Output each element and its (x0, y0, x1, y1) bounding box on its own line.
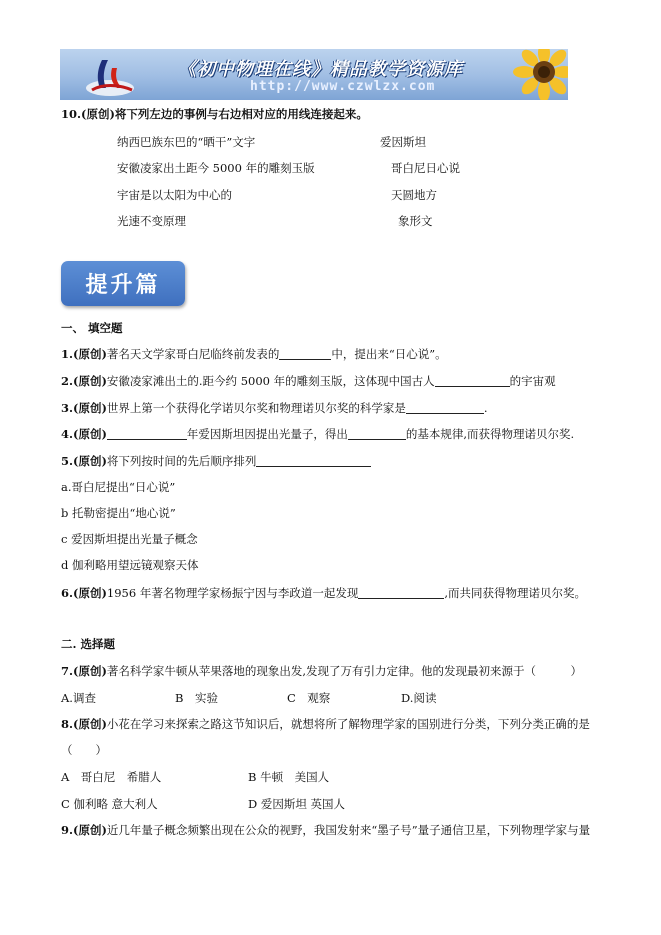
match-right-item: 象形文 (398, 214, 433, 228)
question-text: 小花在学习来探索之路这节知识后，就想将所了解物理学家的国别进行分类，下列分类正确的是 (106, 717, 590, 731)
option-d: d 伽利略用望远镜观察天体 (61, 558, 199, 572)
logo-icon (84, 54, 136, 98)
question-text: 近几年量子概念频繁出现在公众的视野，我国发射来“墨子号”量子通信卫星，下列物理学家与量 (106, 823, 591, 837)
choice-option[interactable]: A 哥白尼 希腊人 (61, 770, 162, 784)
question-text: 的基本规律,而获得物理诺贝尔奖. (405, 427, 575, 441)
question-number: 6. (61, 586, 74, 600)
question-text: 1956 年著名物理学家杨振宁因与李政道一起发现 (106, 586, 359, 600)
option-c: c 爱因斯坦提出光量子概念 (61, 532, 198, 546)
match-right-item: 哥白尼日心说 (391, 161, 460, 175)
question-tag: (原创) (73, 454, 107, 468)
section-title-fill: 一、 填空题 (61, 321, 123, 335)
section-badge: 提升篇 (61, 261, 185, 306)
question-tag: (原创) (73, 823, 107, 837)
sunflower-icon (504, 49, 568, 100)
choice-question-9 (61, 822, 590, 838)
question-text: 将下列按时间的先后顺序排列 (106, 454, 257, 468)
question-text: 安徽凌家滩出土的.距今约 5000 年的雕刻玉版，这体现中国古人 (106, 374, 435, 388)
section-title-choice: 二. 选择题 (61, 637, 116, 651)
answer-blank[interactable] (406, 401, 484, 414)
question-number: 2. (61, 374, 74, 388)
question-text: 著名科学家牛顿从苹果落地的现象出发,发现了万有引力定律。他的发现最初来源于（ ） (106, 664, 583, 678)
question-number: 1. (61, 347, 74, 361)
question-tag: (原创) (73, 586, 107, 600)
answer-blank[interactable] (256, 454, 371, 467)
match-left-item: 光速不变原理 (117, 214, 186, 228)
choice-option[interactable]: D.阅读 (401, 691, 437, 705)
question-number: 4. (61, 427, 74, 441)
question-10 (61, 106, 368, 122)
question-text: 年爱因斯坦因提出光量子，得出 (186, 427, 348, 441)
match-left-item: 宇宙是以太阳为中心的 (117, 188, 232, 202)
header-banner (60, 49, 568, 100)
answer-blank[interactable] (348, 427, 406, 440)
question-text: 将下列左边的事例与右边相对应的用线连接起来。 (114, 107, 368, 121)
question-tag: (原创) (73, 664, 107, 678)
fill-question-3 (61, 400, 488, 416)
choice-question-8 (61, 716, 590, 732)
fill-question-4 (61, 426, 574, 442)
match-left-item: 纳西巴族东巴的“晒干”文字 (117, 135, 256, 149)
question-tag: (原创) (73, 427, 107, 441)
banner-url: http://www.czwlzx.com (250, 79, 436, 94)
match-right-item: 爱因斯坦 (380, 135, 426, 149)
choice-option[interactable]: A.调查 (61, 691, 96, 705)
choice-option[interactable]: C 伽利略 意大利人 (61, 797, 158, 811)
question-number: 7. (61, 664, 74, 678)
choice-option[interactable]: D 爱因斯坦 英国人 (248, 797, 346, 811)
question-tag: (原创) (73, 717, 107, 731)
choice-option[interactable]: B 实验 (175, 691, 218, 705)
question-number: 5. (61, 454, 74, 468)
fill-question-2 (61, 373, 556, 389)
question-text: 的宇宙观 (509, 374, 556, 388)
question-number: 3. (61, 401, 74, 415)
fill-question-6 (61, 585, 586, 601)
question-tag: (原创) (81, 107, 115, 121)
answer-blank[interactable] (279, 347, 331, 360)
option-a: a.哥白尼提出“日心说” (61, 480, 176, 494)
question-text: . (483, 401, 488, 415)
question-tag: (原创) (73, 374, 107, 388)
fill-question-1 (61, 346, 447, 362)
question-text: 著名天文学家哥白尼临终前发表的 (106, 347, 280, 361)
question-tag: (原创) (73, 401, 107, 415)
answer-blank[interactable] (435, 374, 510, 387)
question-text: 世界上第一个获得化学诺贝尔奖和物理诺贝尔奖的科学家是 (106, 401, 406, 415)
option-b: b 托勒密提出“地心说” (61, 506, 176, 520)
answer-paren: （ ） (61, 743, 107, 757)
question-text: ,而共同获得物理诺贝尔奖。 (444, 586, 586, 600)
question-number: 9. (61, 823, 74, 837)
choice-option[interactable]: B 牛顿 美国人 (248, 770, 330, 784)
choice-question-7 (61, 663, 582, 679)
banner-title: 《初中物理在线》精品教学资源库 (178, 59, 463, 80)
fill-question-5 (61, 453, 371, 469)
answer-blank[interactable] (107, 427, 187, 440)
choice-option[interactable]: C 观察 (287, 691, 331, 705)
match-right-item: 天圆地方 (391, 188, 437, 202)
question-tag: (原创) (73, 347, 107, 361)
question-number: 10. (61, 107, 82, 121)
question-text: 中，提出来“日心说”。 (331, 347, 447, 361)
answer-blank[interactable] (358, 586, 444, 599)
match-left-item: 安徽凌家出土距今 5000 年的雕刻玉版 (117, 161, 315, 175)
question-number: 8. (61, 717, 74, 731)
